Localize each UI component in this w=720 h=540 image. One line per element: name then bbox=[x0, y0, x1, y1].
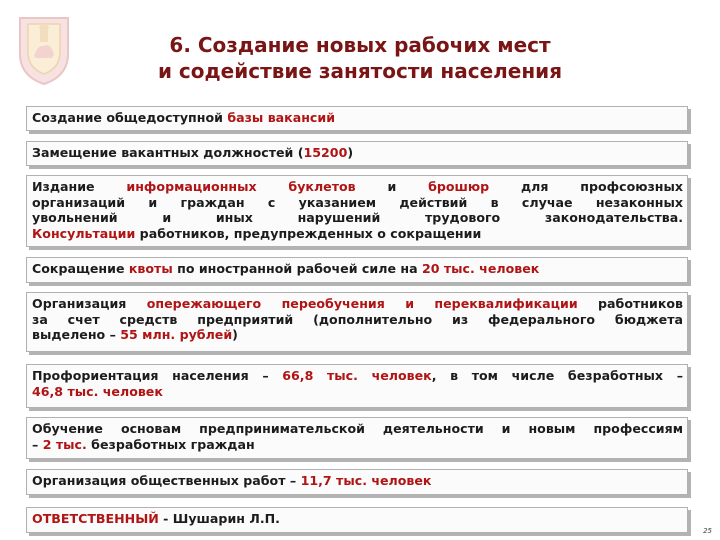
body-text: за счет средств предприятий (дополнительно из федерального бюджета bbox=[32, 311, 683, 327]
item-information-booklets bbox=[26, 175, 688, 247]
body-text: работников, предупрежденных о сокращении bbox=[135, 225, 482, 241]
page-title bbox=[80, 32, 640, 84]
item-advance-retraining bbox=[26, 292, 688, 352]
page-number: 25 bbox=[703, 527, 712, 535]
highlight-text: ОТВЕТСТВЕННЫЙ bbox=[32, 511, 159, 526]
body-text: Обучение основам предпринимательской деятельности и новым профессиям bbox=[32, 421, 683, 436]
body-text: ) bbox=[232, 327, 238, 343]
item-entrepreneurship-training bbox=[26, 417, 688, 459]
body-text: ) bbox=[347, 145, 354, 160]
text-line bbox=[32, 312, 683, 328]
text-line bbox=[32, 473, 683, 489]
body-text: Организация общественных работ – bbox=[32, 473, 301, 488]
highlight-text: 2 тыс. bbox=[42, 436, 87, 452]
body-text: Организация bbox=[32, 296, 147, 311]
highlight-text: 46,8 тыс. человек bbox=[32, 383, 163, 399]
body-text: Издание bbox=[32, 179, 127, 194]
text-line bbox=[32, 261, 683, 277]
title-line: 6. Создание новых рабочих мест bbox=[169, 33, 551, 57]
text-line bbox=[32, 210, 683, 226]
body-text: Сокращение bbox=[32, 261, 129, 276]
body-text: работников bbox=[577, 296, 683, 311]
body-text: для профсоюзных bbox=[489, 179, 684, 194]
body-text: Создание общедоступной bbox=[32, 110, 228, 125]
item-career-guidance bbox=[26, 364, 688, 408]
body-text: безработных граждан bbox=[86, 436, 255, 452]
text-line bbox=[32, 437, 683, 453]
body-text: организаций и граждан с указанием действий в случае незаконных bbox=[32, 194, 683, 210]
item-public-vacancy-base bbox=[26, 106, 688, 131]
text-line bbox=[32, 179, 683, 195]
body-text: , в том числе безработных – bbox=[431, 368, 683, 383]
item-public-works bbox=[26, 469, 688, 495]
body-text: увольнений и иных нарушений трудового законодательства. bbox=[32, 210, 683, 226]
coat-of-arms-icon bbox=[14, 14, 74, 86]
highlight-text: 55 млн. рублей bbox=[120, 327, 233, 343]
text-line bbox=[32, 296, 683, 312]
text-line bbox=[32, 195, 683, 211]
highlight-text: Консультации bbox=[32, 225, 136, 241]
highlight-text: опережающего переобучения и переквалификации bbox=[146, 296, 578, 311]
body-text: и bbox=[355, 179, 429, 194]
body-text: - Шушарин Л.П. bbox=[158, 511, 280, 526]
item-foreign-labor-quota bbox=[26, 257, 688, 283]
body-text: по иностранной рабочей силе на bbox=[172, 261, 422, 276]
text-line bbox=[32, 110, 683, 126]
text-line bbox=[32, 511, 683, 527]
item-vacancy-filling bbox=[26, 141, 688, 166]
body-text: Профориентация населения – bbox=[32, 368, 283, 383]
highlight-text: 15200 bbox=[303, 145, 348, 160]
text-line bbox=[32, 145, 683, 161]
title-line: и содействие занятости населения bbox=[157, 59, 563, 83]
text-line bbox=[32, 327, 683, 343]
highlight-text: 11,7 тыс. человек bbox=[300, 473, 432, 488]
body-text: Замещение вакантных должностей ( bbox=[32, 145, 304, 160]
text-line bbox=[32, 421, 683, 437]
text-line bbox=[32, 384, 683, 400]
highlight-text: базы вакансий bbox=[227, 110, 336, 125]
item-responsible-person bbox=[26, 507, 688, 533]
body-text: выделено – bbox=[32, 327, 121, 343]
text-line bbox=[32, 226, 683, 242]
highlight-text: брошюр bbox=[428, 179, 490, 194]
highlight-text: 66,8 тыс. человек bbox=[282, 368, 432, 383]
text-line bbox=[32, 368, 683, 384]
highlight-text: квоты bbox=[128, 261, 173, 276]
highlight-text: 20 тыс. человек bbox=[421, 261, 540, 276]
highlight-text: информационных буклетов bbox=[126, 179, 356, 194]
body-text: – bbox=[32, 436, 43, 452]
